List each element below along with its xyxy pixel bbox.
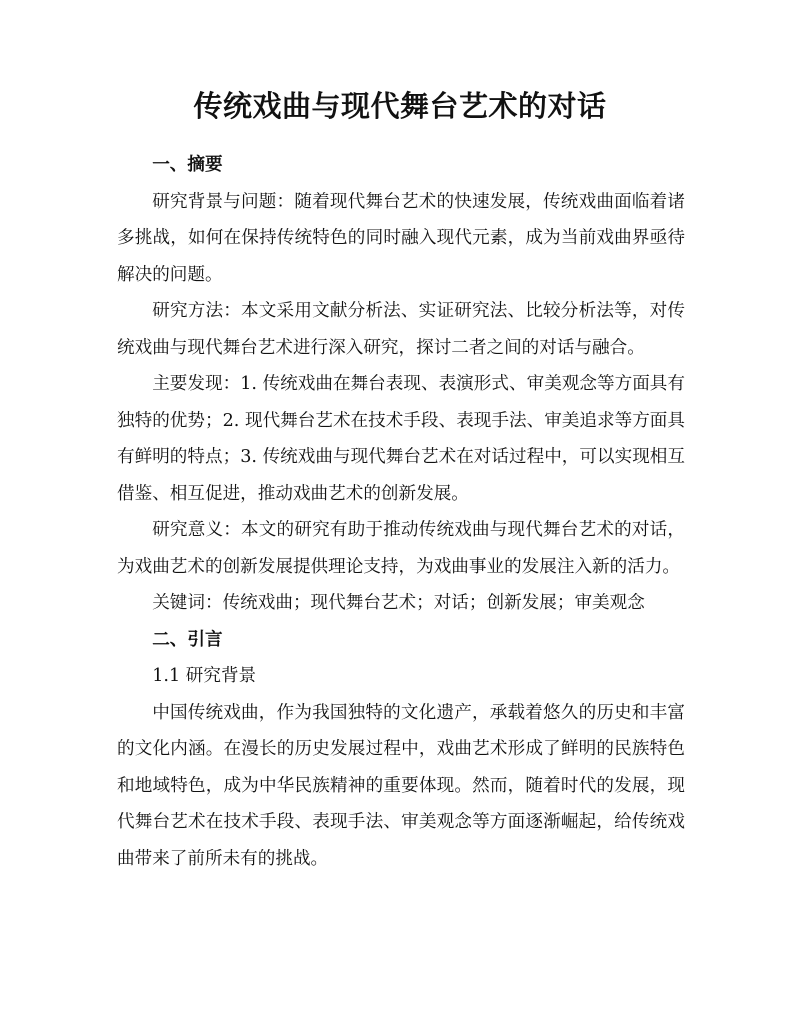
paragraph-research-methods: 研究方法：本文采用文献分析法、实证研究法、比较分析法等，对传统戏曲与现代舞台艺术进行深入研究，探讨二者之间的对话与融合。: [117, 301, 685, 358]
paragraph-main-findings: 主要发现：1. 传统戏曲在舞台表现、表演形式、审美观念等方面具有独特的优势；2. 现代舞台艺术在技术手段、表现手法、审美追求等方面具有鲜明的特点；3. 传统戏曲与现代舞台艺术在对话过程中，可以实现相互借鉴、相互促进，推动戏曲艺术的创新发展。: [117, 374, 685, 504]
paragraph-keywords: 关键词：传统戏曲；现代舞台艺术；对话；创新发展；审美观念: [152, 593, 645, 613]
paragraph-research-background: 研究背景与问题：随着现代舞台艺术的快速发展，传统戏曲面临着诸多挑战，如何在保持传统特色的同时融入现代元素，成为当前戏曲界亟待解决的问题。: [117, 191, 685, 285]
section-heading-abstract: 一、摘要: [152, 155, 223, 175]
document-body: [117, 147, 685, 877]
paragraph-research-significance: 研究意义：本文的研究有助于推动传统戏曲与现代舞台艺术的对话，为戏曲艺术的创新发展提供理论支持，为戏曲事业的发展注入新的活力。: [117, 520, 685, 577]
paragraph-introduction-background: 中国传统戏曲，作为我国独特的文化遗产，承载着悠久的历史和丰富的文化内涵。在漫长的历史发展过程中，戏曲艺术形成了鲜明的民族特色和地域特色，成为中华民族精神的重要体现。然而，随着时代的发展，现代舞台艺术在技术手段、表现手法、审美观念等方面逐渐崛起，给传统戏曲带来了前所未有的挑战。: [117, 702, 685, 869]
section-heading-introduction: 二、引言: [152, 629, 223, 650]
document-title: 传统戏曲与现代舞台艺术的对话: [193, 89, 607, 123]
subsection-heading-background: 1.1 研究背景: [152, 666, 257, 686]
